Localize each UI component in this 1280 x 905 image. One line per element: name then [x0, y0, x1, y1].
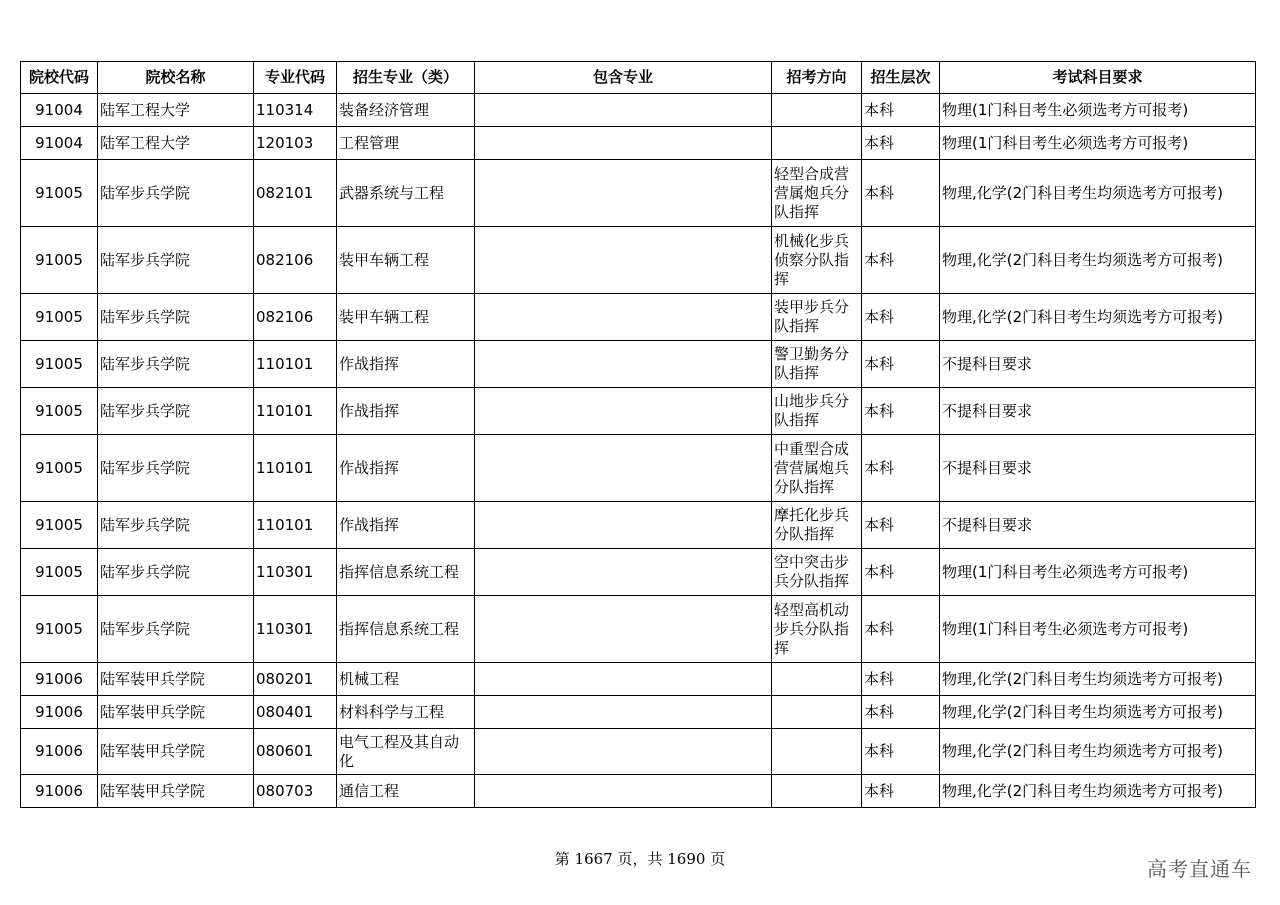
table-row: [21, 341, 1256, 388]
cell-requirement: 不提科目要求: [940, 435, 1256, 502]
cell-direction: 装甲步兵分队指挥: [772, 294, 862, 341]
cell-school-name: 陆军步兵学院: [98, 549, 254, 596]
cell-level: 本科: [862, 729, 940, 775]
table-row: [21, 775, 1256, 808]
header-school-name: 院校名称: [98, 62, 254, 94]
cell-school-code: 91005: [21, 549, 98, 596]
cell-major: 作战指挥: [337, 341, 475, 388]
cell-major: 工程管理: [337, 127, 475, 160]
cell-school-name: 陆军装甲兵学院: [98, 775, 254, 808]
cell-major: 电气工程及其自动化: [337, 729, 475, 775]
cell-requirement: 物理,化学(2门科目考生均须选考方可报考): [940, 775, 1256, 808]
admissions-table: [20, 61, 1256, 808]
cell-major-code: 120103: [254, 127, 337, 160]
cell-included-majors: [475, 775, 772, 808]
cell-major: 作战指挥: [337, 502, 475, 549]
cell-major: 机械工程: [337, 663, 475, 696]
cell-major: 装备经济管理: [337, 94, 475, 127]
table-header-row: [21, 62, 1256, 94]
cell-level: 本科: [862, 294, 940, 341]
cell-major-code: 110101: [254, 502, 337, 549]
cell-school-name: 陆军装甲兵学院: [98, 696, 254, 729]
cell-direction: 摩托化步兵分队指挥: [772, 502, 862, 549]
cell-school-name: 陆军步兵学院: [98, 435, 254, 502]
cell-included-majors: [475, 596, 772, 663]
cell-included-majors: [475, 127, 772, 160]
cell-direction: 机械化步兵侦察分队指挥: [772, 227, 862, 294]
cell-included-majors: [475, 294, 772, 341]
cell-school-code: 91006: [21, 663, 98, 696]
cell-major-code: 110301: [254, 549, 337, 596]
cell-school-name: 陆军步兵学院: [98, 227, 254, 294]
cell-major-code: 080401: [254, 696, 337, 729]
cell-major-code: 110301: [254, 596, 337, 663]
cell-level: 本科: [862, 663, 940, 696]
table-row: [21, 729, 1256, 775]
cell-requirement: 物理,化学(2门科目考生均须选考方可报考): [940, 696, 1256, 729]
cell-major: 指挥信息系统工程: [337, 549, 475, 596]
header-requirement: 考试科目要求: [940, 62, 1256, 94]
table-row: [21, 388, 1256, 435]
table-row: [21, 127, 1256, 160]
header-direction: 招考方向: [772, 62, 862, 94]
cell-major: 武器系统与工程: [337, 160, 475, 227]
cell-direction: [772, 663, 862, 696]
cell-school-code: 91005: [21, 388, 98, 435]
header-included-majors: 包含专业: [475, 62, 772, 94]
cell-direction: [772, 94, 862, 127]
cell-major-code: 110101: [254, 388, 337, 435]
cell-major-code: 110314: [254, 94, 337, 127]
cell-direction: [772, 775, 862, 808]
cell-requirement: 不提科目要求: [940, 388, 1256, 435]
cell-school-name: 陆军装甲兵学院: [98, 729, 254, 775]
cell-included-majors: [475, 160, 772, 227]
header-school-code: 院校代码: [21, 62, 98, 94]
page-number: 第 1667 页，共 1690 页: [554, 850, 726, 868]
cell-school-code: 91004: [21, 94, 98, 127]
cell-school-name: 陆军步兵学院: [98, 341, 254, 388]
cell-major-code: 080201: [254, 663, 337, 696]
cell-school-name: 陆军步兵学院: [98, 294, 254, 341]
cell-requirement: 物理(1门科目考生必须选考方可报考): [940, 127, 1256, 160]
cell-major: 通信工程: [337, 775, 475, 808]
cell-school-code: 91005: [21, 502, 98, 549]
cell-included-majors: [475, 502, 772, 549]
cell-school-code: 91006: [21, 775, 98, 808]
cell-level: 本科: [862, 549, 940, 596]
cell-requirement: 物理,化学(2门科目考生均须选考方可报考): [940, 294, 1256, 341]
cell-major: 指挥信息系统工程: [337, 596, 475, 663]
cell-included-majors: [475, 94, 772, 127]
cell-school-name: 陆军工程大学: [98, 127, 254, 160]
cell-school-name: 陆军步兵学院: [98, 388, 254, 435]
cell-direction: 空中突击步兵分队指挥: [772, 549, 862, 596]
cell-school-name: 陆军步兵学院: [98, 502, 254, 549]
table-row: [21, 435, 1256, 502]
table-body: [21, 94, 1256, 808]
cell-level: 本科: [862, 160, 940, 227]
cell-school-name: 陆军工程大学: [98, 94, 254, 127]
cell-included-majors: [475, 388, 772, 435]
cell-requirement: 物理,化学(2门科目考生均须选考方可报考): [940, 160, 1256, 227]
cell-school-name: 陆军步兵学院: [98, 596, 254, 663]
cell-direction: 轻型高机动步兵分队指挥: [772, 596, 862, 663]
cell-level: 本科: [862, 127, 940, 160]
table-row: [21, 663, 1256, 696]
table-row: [21, 502, 1256, 549]
table-row: [21, 160, 1256, 227]
cell-school-code: 91005: [21, 227, 98, 294]
cell-major: 作战指挥: [337, 388, 475, 435]
cell-major-code: 110101: [254, 341, 337, 388]
cell-included-majors: [475, 729, 772, 775]
cell-level: 本科: [862, 775, 940, 808]
cell-requirement: 物理(1门科目考生必须选考方可报考): [940, 94, 1256, 127]
cell-included-majors: [475, 227, 772, 294]
cell-level: 本科: [862, 388, 940, 435]
cell-direction: 山地步兵分队指挥: [772, 388, 862, 435]
cell-school-code: 91004: [21, 127, 98, 160]
table-row: [21, 549, 1256, 596]
cell-direction: [772, 729, 862, 775]
cell-included-majors: [475, 696, 772, 729]
cell-requirement: 不提科目要求: [940, 341, 1256, 388]
cell-school-code: 91005: [21, 294, 98, 341]
cell-level: 本科: [862, 94, 940, 127]
cell-direction: [772, 696, 862, 729]
cell-direction: 中重型合成营营属炮兵分队指挥: [772, 435, 862, 502]
cell-school-code: 91005: [21, 160, 98, 227]
cell-major-code: 082106: [254, 227, 337, 294]
cell-requirement: 物理,化学(2门科目考生均须选考方可报考): [940, 729, 1256, 775]
table-row: [21, 696, 1256, 729]
cell-major: 装甲车辆工程: [337, 227, 475, 294]
cell-major: 材料科学与工程: [337, 696, 475, 729]
header-major-code: 专业代码: [254, 62, 337, 94]
table-row: [21, 227, 1256, 294]
cell-direction: [772, 127, 862, 160]
cell-level: 本科: [862, 227, 940, 294]
watermark-text: 高考直通车: [1147, 857, 1252, 881]
cell-level: 本科: [862, 341, 940, 388]
cell-level: 本科: [862, 502, 940, 549]
header-major: 招生专业（类）: [337, 62, 475, 94]
cell-school-code: 91005: [21, 596, 98, 663]
table-row: [21, 294, 1256, 341]
cell-requirement: 物理(1门科目考生必须选考方可报考): [940, 549, 1256, 596]
cell-direction: 警卫勤务分队指挥: [772, 341, 862, 388]
cell-included-majors: [475, 341, 772, 388]
table-row: [21, 94, 1256, 127]
cell-included-majors: [475, 549, 772, 596]
cell-major-code: 082106: [254, 294, 337, 341]
header-level: 招生层次: [862, 62, 940, 94]
cell-major-code: 082101: [254, 160, 337, 227]
cell-school-code: 91005: [21, 341, 98, 388]
cell-requirement: 物理,化学(2门科目考生均须选考方可报考): [940, 663, 1256, 696]
cell-school-code: 91005: [21, 435, 98, 502]
cell-level: 本科: [862, 696, 940, 729]
cell-school-name: 陆军装甲兵学院: [98, 663, 254, 696]
cell-major: 装甲车辆工程: [337, 294, 475, 341]
cell-school-name: 陆军步兵学院: [98, 160, 254, 227]
cell-direction: 轻型合成营营属炮兵分队指挥: [772, 160, 862, 227]
cell-major-code: 080703: [254, 775, 337, 808]
cell-included-majors: [475, 435, 772, 502]
cell-requirement: 不提科目要求: [940, 502, 1256, 549]
cell-school-code: 91006: [21, 729, 98, 775]
cell-requirement: 物理,化学(2门科目考生均须选考方可报考): [940, 227, 1256, 294]
cell-major: 作战指挥: [337, 435, 475, 502]
cell-included-majors: [475, 663, 772, 696]
cell-major-code: 110101: [254, 435, 337, 502]
cell-requirement: 物理(1门科目考生必须选考方可报考): [940, 596, 1256, 663]
cell-major-code: 080601: [254, 729, 337, 775]
cell-school-code: 91006: [21, 696, 98, 729]
cell-level: 本科: [862, 435, 940, 502]
cell-level: 本科: [862, 596, 940, 663]
table-row: [21, 596, 1256, 663]
